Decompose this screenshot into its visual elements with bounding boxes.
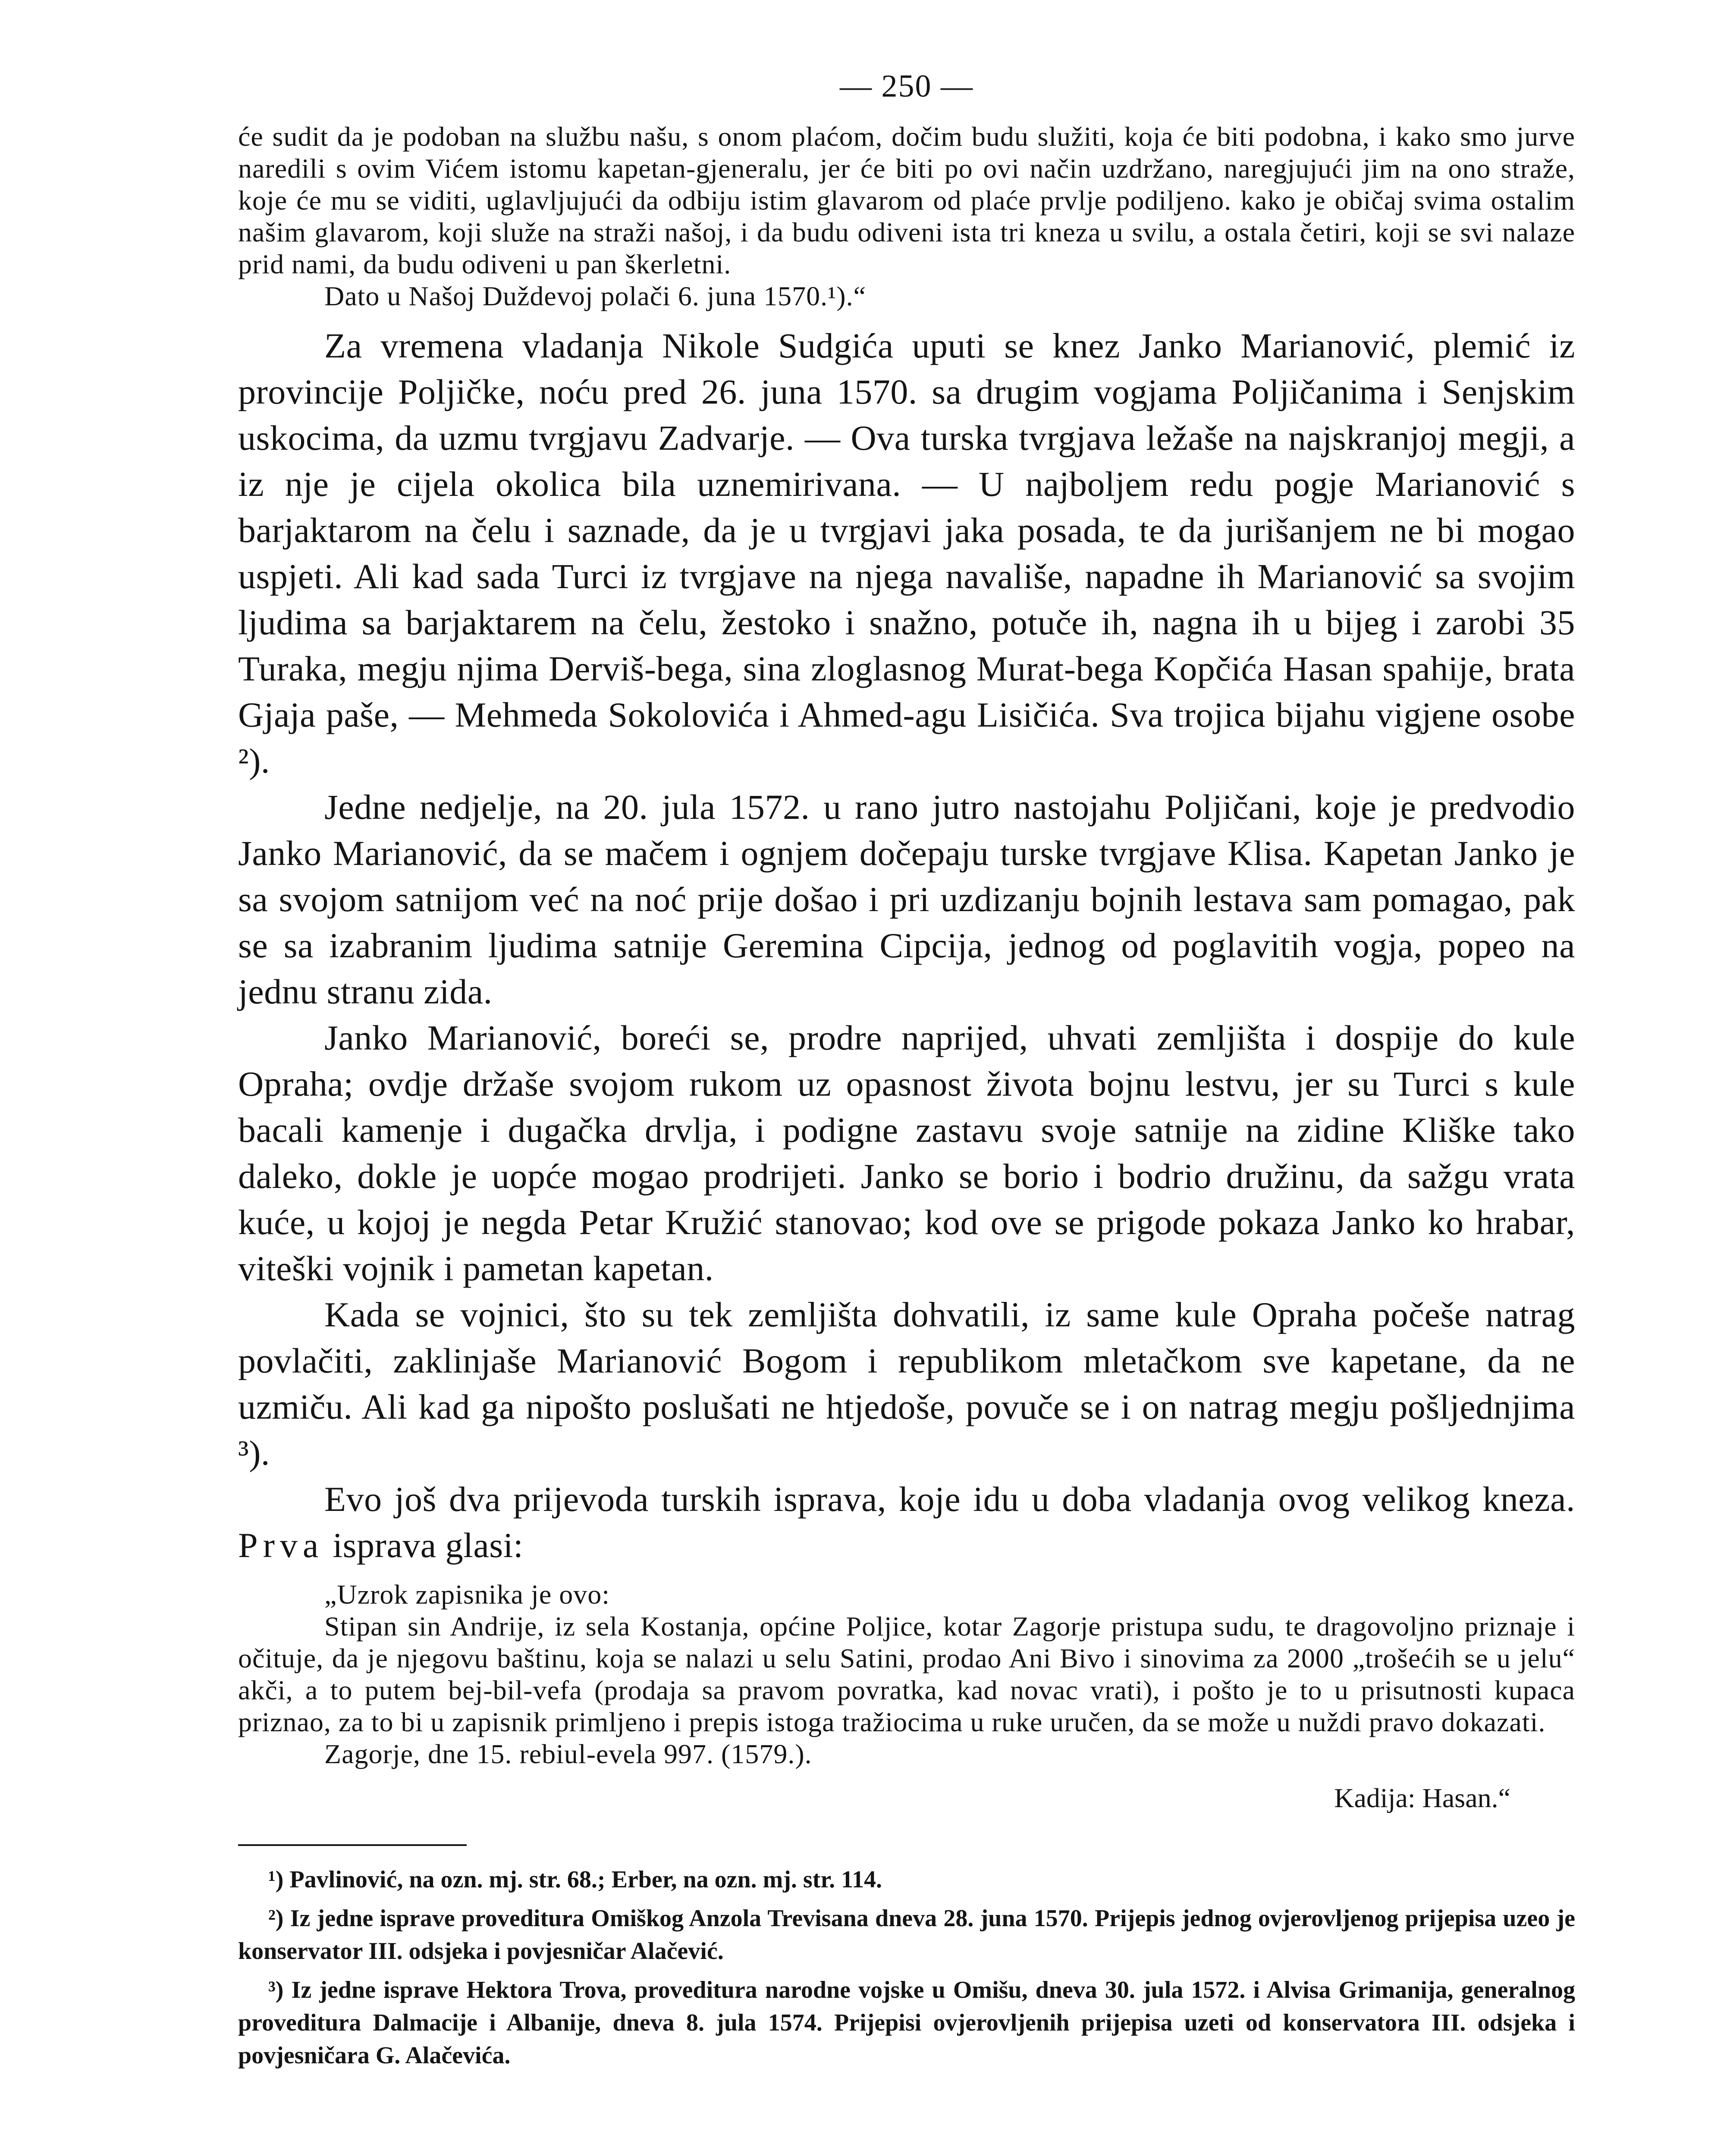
opening-quote-dateline	[238, 280, 1575, 312]
page-number: — 250 —	[840, 69, 973, 104]
footnote-1-mark: ¹)	[268, 1866, 284, 1893]
paragraph-retreat	[238, 1291, 1575, 1476]
paragraph-zadvarje-text: Za vremena vladanja Nikole Sudgića uputi se knez Janko Marianović, plemić iz provincije Poljičke, noću pred 26. juna 1570. sa drugim vogjama Poljičanima i Senjskim uskocima, da uzmu tvrgjavu Zadvarje. — Ova turska tvrgjava ležaše na najskranjoj megji, a iz nje je cijela okolica bila uznemirivana. — U najboljem redu pogje Marianović s barjaktarom na čelu i saznade, da je u tvrgjavi jaka posada, te da jurišanjem ne bi mogao uspjeti. Ali kad sada Turci iz tvrgjave na njega navališe, napadne ih Marianović sa svojim ljudima sa barjaktarem na čelu, žestoko i snažno, potuče ih, nagna ih u bijeg i zarobi 35 Turaka, megju njima Derviš-bega, sina zloglasnog Murat-bega Kopčića Hasan spahije, brata Gjaja paše, — Mehmeda Sokolovića i Ahmed-agu Lisičića. Sva trojica bijahu vigjene osobe	[238, 326, 1575, 734]
opening-quote-end: ¹).“	[828, 281, 866, 311]
footnote-ref-2: ²).	[238, 741, 270, 780]
footnote-3-mark: ³)	[268, 1977, 284, 2003]
paragraph-retreat-text: Kada se vojnici, što su tek zemljišta dohvatili, iz same kule Opraha počeše natrag povlačiti, zaklinjaše Marianović Bogom i republikom mletačkom sve kapetane, da ne uzmiču. Ali kad ga nipošto poslušati ne htjedoše, povuče se i on natrag megju pošljednjima	[238, 1295, 1575, 1426]
document-quote-heading: „Uzrok zapisnika je ovo:	[324, 1579, 610, 1610]
paragraph-klis: Jedne nedjelje, na 20. jula 1572. u rano jutro nastojahu Poljičani, koje je predvodio Janko Marianović, da se mačem i ognjem dočepaju turske tvrgjave Klisa. Kapetan Janko je sa svojom satnijom već na noć prije došao i pri uzdizanju bojnih lestava sam pomagao, pak se sa izabranim ljudima satnije Geremina Cipcija, jednog od poglavitih vogja, popeo na jednu stranu zida.	[238, 787, 1575, 1011]
footnote-2-mark: ²)	[268, 1905, 284, 1932]
opening-quote-date: Dato u Našoj Duždevoj polači 6. juna 1570.	[324, 281, 828, 311]
intro-spaced-word: Prva	[238, 1526, 324, 1565]
paragraph-zadvarje	[238, 323, 1575, 784]
footnote-divider	[238, 1844, 467, 1846]
document-quote	[238, 1579, 1575, 1814]
footnote-ref-3: ³).	[238, 1433, 270, 1473]
footnote-2	[238, 1902, 1575, 1968]
document-quote-signature: Kadija: Hasan.“	[1334, 1783, 1510, 1813]
paragraph-intro-documents	[238, 1476, 1575, 1568]
document-page	[238, 65, 1575, 2078]
footnote-1	[238, 1863, 1575, 1896]
document-quote-date: Zagorje, dne 15. rebiul-evela 997. (1579.).	[324, 1739, 812, 1769]
opening-quote-text: će sudit da je podoban na službu našu, s onom plaćom, dočim budu služiti, koja će biti podobna, i kako smo jurve naredili s ovim Vićem istomu kapetan-gjeneralu, jer će biti po ovi način uzdržano, naregjujući jim na ono straže, koje će mu se viditi, uglavljujući da odbiju istim glavarom od plaće prvlje podiljeno. kako je običaj svima ostalim našim glavarom, koji služe na straži našoj, i da budu odiveni ista tri kneza u svilu, a ostala četiri, koji se svi nalaze prid nami, da budu odiveni u pan škerletni.	[238, 121, 1575, 279]
paragraph-opraha: Janko Marianović, boreći se, prodre naprijed, uhvati zemljišta i dospije do kule Opraha; ovdje držaše svojom rukom uz opasnost života bojnu lestvu, jer su Turci s kule bacali kamenje i dugačka drvlja, i podigne zastavu svoje satnije na zidine Kliške tako daleko, dokle je uopće mogao prodrijeti. Janko se borio i bodrio družinu, da sažgu vrata kuće, u kojoj je negda Petar Kružić stanovao; kod ove se prigode pokaza Janko ko hrabar, viteški vojnik i pametan kapetan.	[238, 1018, 1575, 1288]
footnote-2-text: Iz jedne isprave proveditura Omiškog Anzola Trevisana dneva 28. juna 1570. Prijepis jednog ovjerovljenog prijepisa uzeo je konservator III. odsjeka i povjesničar Alačević.	[238, 1905, 1575, 1965]
footnote-3	[238, 1974, 1575, 2072]
footnote-1-text: Pavlinović, na ozn. mj. str. 68.; Erber, na ozn. mj. str. 114.	[289, 1866, 882, 1893]
document-quote-body: Stipan sin Andrije, iz sela Kostanja, općine Poljice, kotar Zagorje pristupa sudu, te dragovoljno priznaje i očituje, da je njegovu baštinu, koja se nalazi u selu Satini, prodao Ani Bivo i sinovima za 2000 „trošećih se u jelu“ akči, a to putem bej-bil-vefa (prodaja sa pravom povratka, kad novac vrati), i pošto je to u prisutnosti kupaca priznao, za to bi u zapisnik primljeno i prepis istoga tražiocima u ruke uručen, da se može u nuždi pravo dokazati.	[238, 1611, 1575, 1737]
intro-suffix: isprava glasi:	[333, 1526, 524, 1565]
intro-prefix: Evo još dva prijevoda turskih isprava, koje idu u doba vladanja ovog velikog kneza.	[324, 1479, 1575, 1519]
footnote-3-text: Iz jedne isprave Hektora Trova, proveditura narodne vojske u Omišu, dneva 30. jula 1572. i Alvisa Grimanija, generalnog proveditura Dalmacije i Albanije, dneva 8. jula 1574. Prijepisi ovjerovljenih prijepisa uzeti od konservatora III. odsjeka i povjesničara G. Alačevića.	[238, 1977, 1575, 2069]
